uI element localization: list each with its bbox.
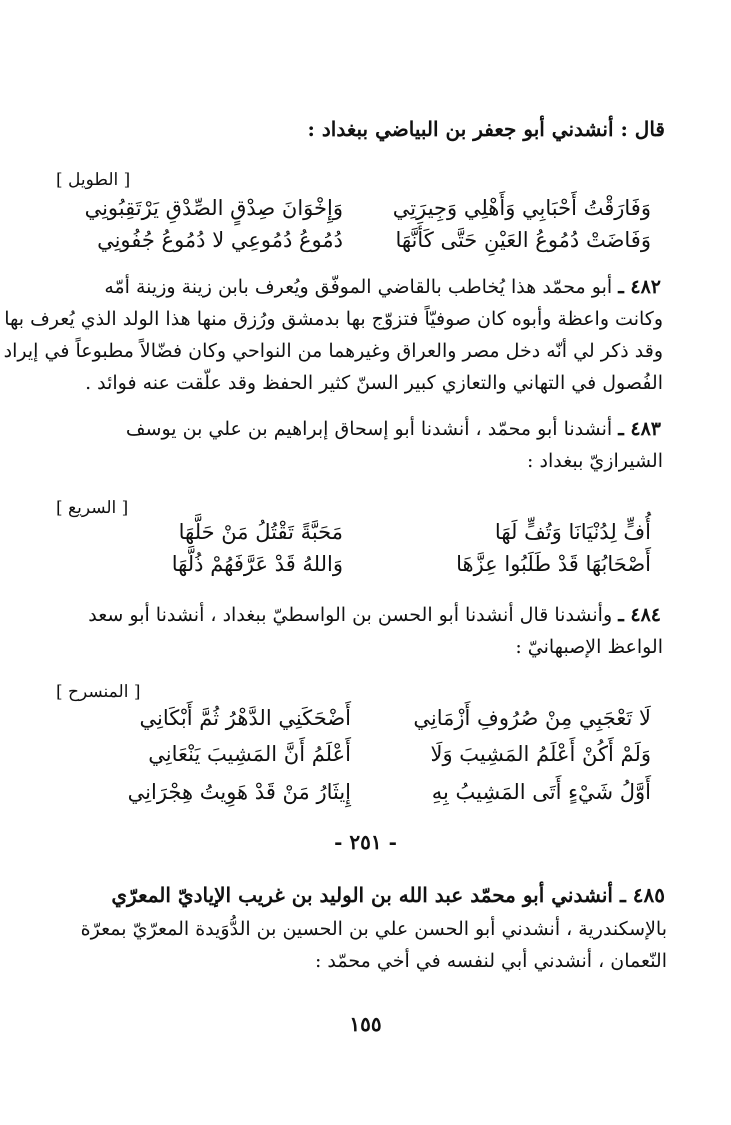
para483-number: ٤٨٣ ـ — [618, 418, 661, 440]
poem3-line2-first: وَلَمْ أَكُنْ أَعْلَمُ المَشِيبَ وَلَا — [430, 742, 651, 766]
source-page-marker: - ٢٥١ - — [334, 830, 397, 854]
intro-line: قال : أنشدني أبو جعفر بن البياضي ببغداد : — [307, 117, 665, 141]
poem2-line2-second: وَاللهُ قَدْ عَرَّفَهُمْ ذُلَّهَا — [171, 552, 343, 576]
para485-number: ٤٨٥ ـ — [619, 883, 665, 907]
para482-text1: أبو محمّد هذا يُخاطب بالقاضي الموفّق ويُعرف بابن زينة وزينة أمّه — [104, 276, 613, 298]
poem1-line2-first: وَفَاضَتْ دُمُوعُ العَيْنِ حَتَّى كَأَنَّهَا — [395, 228, 651, 252]
para484-text1: وأنشدنا قال أنشدنا أبو الحسن بن الواسطيّ ببغداد ، أنشدنا أبو سعد — [88, 604, 613, 626]
poem1-line1-first: وَفَارَقْتُ أَحْبَابِي وَأَهْلِي وَجِيرَتِي — [392, 196, 651, 220]
poem3-line1-second: أَضْحَكَنِي الدَّهْرُ ثُمَّ أَبْكَانِي — [139, 706, 351, 730]
page-number: ١٥٥ — [349, 1012, 382, 1036]
poem2-meter: [ السريع ] — [56, 498, 129, 518]
para482-line3: وقد ذكر لي أنّه دخل مصر والعراق وغيرهما من النواحي وكان فضّالاً مطبوعاً في إيراد — [3, 340, 663, 362]
poem3-line2-second: أَعْلَمُ أَنَّ المَشِيبَ يَنْعَانِي — [148, 742, 351, 766]
para483-line2: الشيرازيّ ببغداد : — [527, 450, 663, 472]
para482-line4: الفُصول في التهاني والتعازي كبير السنّ كثير الحفظ وقد علّقت عنه فوائد . — [85, 372, 663, 394]
para484-line2: الواعظ الإصبهانيّ : — [515, 636, 663, 658]
poem2-line1-first: أُفٍّ لِدُنْيَانَا وَتُفٍّ لَهَا — [494, 520, 651, 544]
poem2-line2-first: أَصْحَابُهَا قَدْ طَلَبُوا عِزَّهَا — [456, 552, 651, 576]
para482-line2: وكانت واعظة وأبوه كان صوفيّاً فتزوّج بها بدمشق ورُزق منها هذا الولد الذي يُعرف بها — [4, 308, 663, 330]
para484-number: ٤٨٤ ـ — [618, 604, 661, 626]
poem1-meter: [ الطويل ] — [56, 170, 131, 190]
poem3-line3-second: إِيثَارُ مَنْ قَدْ هَوِيتُ هِجْرَانِي — [127, 780, 351, 804]
poem1-line2-second: دُمُوعُ دُمُوعِي لا دُمُوعُ جُفُونِي — [97, 228, 343, 252]
para483-line1 — [126, 414, 661, 444]
poem1-line1-second: وَإِخْوَانَ صِدْقٍ الصِّدْقِ يَرْتَقِبُونِي — [84, 196, 343, 220]
para482-number: ٤٨٢ ـ — [618, 276, 661, 298]
para485-text1: أنشدني أبو محمّد عبد الله بن الوليد بن غريب الإياديّ المعرّي — [111, 883, 613, 907]
poem3-line3-first: أَوَّلُ شَيْءٍ أَتَى المَشِيبُ بِهِ — [431, 780, 651, 804]
para485-line1 — [111, 880, 665, 910]
para485-line3: النّعمان ، أنشدني أبي لنفسه في أخي محمّد : — [314, 950, 667, 972]
poem3-meter: [ المنسرح ] — [56, 682, 141, 702]
para484-line1 — [88, 600, 661, 630]
para482-line1 — [104, 272, 661, 302]
poem2-line1-second: مَحَبَّةً تَقْتُلُ مَنْ حَلَّهَا — [178, 520, 343, 544]
poem3-line1-first: لَا تَعْجَبِي مِنْ صُرُوفِ أَزْمَانِي — [413, 706, 651, 730]
para485-line2: بالإسكندرية ، أنشدني أبو الحسن علي بن الحسين بن الدُّوَيدة المعرّيّ بمعرّة — [80, 918, 667, 940]
para483-text1: أنشدنا أبو محمّد ، أنشدنا أبو إسحاق إبراهيم بن علي بن يوسف — [125, 418, 613, 440]
